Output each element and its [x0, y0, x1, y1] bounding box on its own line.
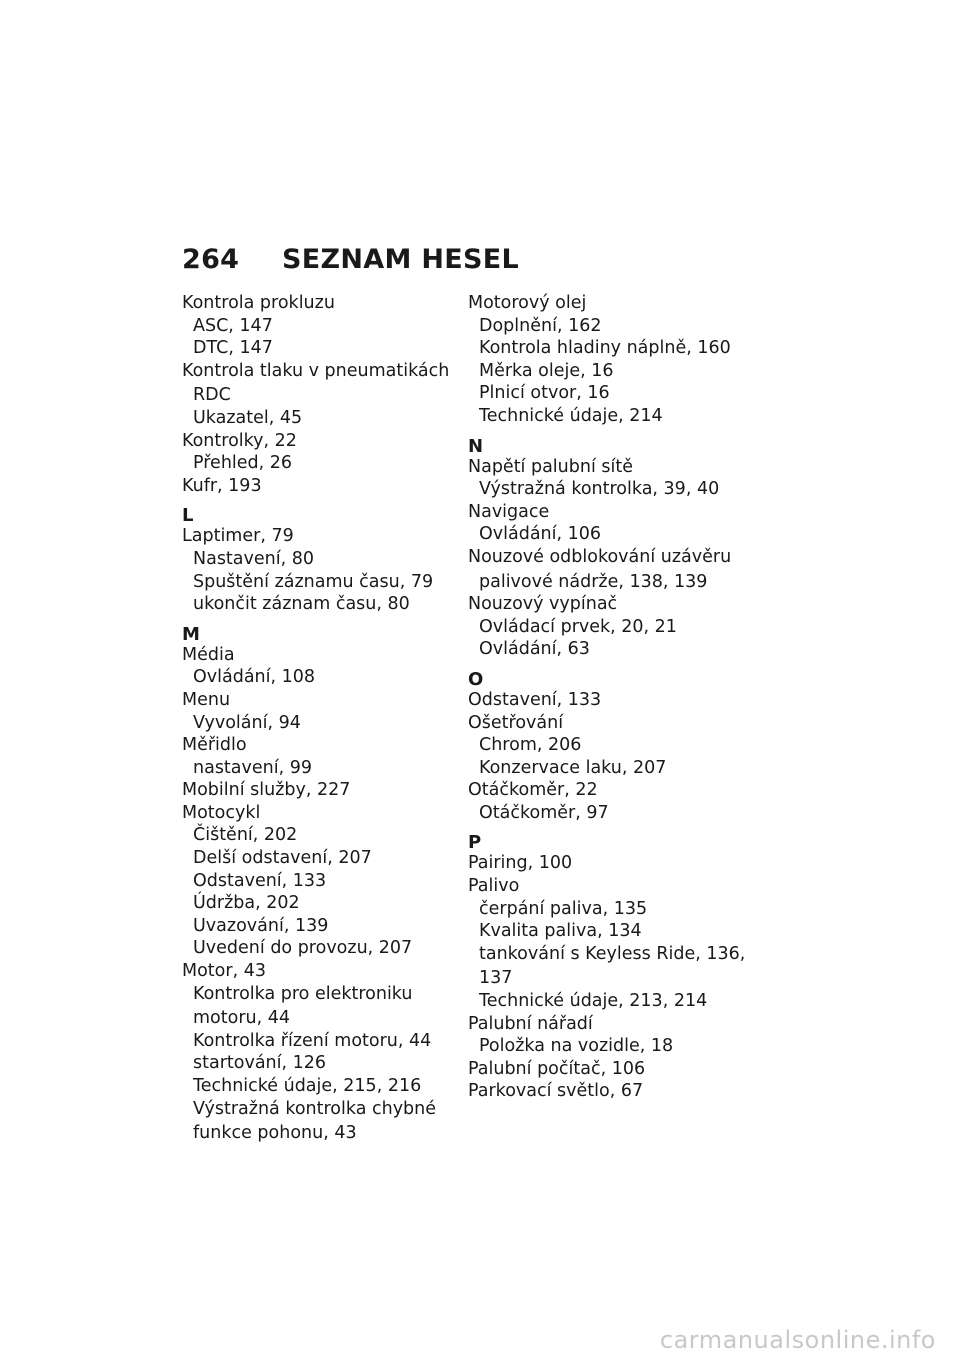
index-subentry: Ukazatel, 45: [193, 407, 303, 428]
index-subentry: Ovládací prvek, 20, 21: [479, 616, 677, 637]
index-entry: Menu: [182, 689, 231, 710]
index-subentry: Údržba, 202: [193, 893, 300, 914]
page-title: SEZNAM HESEL: [282, 244, 519, 275]
index-subentry: Kontrola hladiny náplně, 160: [479, 338, 731, 359]
index-entry: Motocykl: [182, 802, 261, 823]
index-entry: Otáčkoměr, 22: [468, 780, 598, 801]
page-number: 264: [182, 244, 240, 275]
index-entry: Ošetřování: [468, 712, 564, 733]
index-column-left: [182, 293, 472, 1144]
index-subentry: Vyvolání, 94: [193, 712, 301, 733]
index-entry: Pairing, 100: [468, 853, 573, 874]
index-subentry: Doplnění, 162: [479, 315, 602, 336]
index-subentry: čerpání paliva, 135: [479, 898, 648, 919]
index-subentry: Uvedení do provozu, 207: [193, 938, 413, 959]
index-entry: Parkovací světlo, 67: [468, 1081, 644, 1102]
index-column-right: [468, 293, 758, 1102]
index-subentry: DTC, 147: [193, 338, 273, 359]
index-entry: Kontrola prokluzu: [182, 293, 335, 313]
index-subentry: Delší odstavení, 207: [193, 848, 372, 869]
index-entry-continuation: RDC: [193, 385, 231, 406]
index-subentry: Kvalita paliva, 134: [479, 921, 642, 942]
index-section-letter: L: [182, 505, 194, 527]
index-entry: Mobilní služby, 227: [182, 780, 351, 801]
index-entry: Kontrola tlaku v pneumatikách: [182, 360, 450, 381]
index-subentry: Uvazování, 139: [193, 915, 329, 936]
index-subentry: startování, 126: [193, 1053, 327, 1074]
page-header: [182, 244, 519, 275]
index-subentry: Kontrolka řízení motoru, 44: [193, 1030, 432, 1051]
index-subentry: Ovládání, 108: [193, 667, 316, 688]
index-subentry: Čištění, 202: [193, 825, 298, 846]
index-entry: Navigace: [468, 501, 550, 522]
index-entry-continuation: palivové nádrže, 138, 139: [479, 571, 708, 592]
index-subentry: Přehled, 26: [193, 453, 293, 474]
index-entry: Média: [182, 644, 235, 665]
index-subentry: Otáčkoměr, 97: [479, 802, 609, 823]
index-section-letter: N: [468, 435, 484, 457]
index-entry-continuation: motoru, 44: [193, 1008, 291, 1029]
index-subentry: Ovládání, 63: [479, 639, 590, 660]
index-section-letter: P: [468, 832, 482, 854]
index-subentry: Výstražná kontrolka, 39, 40: [479, 479, 720, 500]
index-entry: Motorový olej: [468, 293, 587, 313]
index-entry: Kufr, 193: [182, 475, 262, 496]
index-subentry: Spuštění záznamu času, 79: [193, 571, 434, 592]
index-entry: Nouzový vypínač: [468, 594, 618, 615]
index-subentry: nastavení, 99: [193, 757, 312, 778]
index-subentry: ASC, 147: [193, 315, 273, 336]
index-subentry: Konzervace laku, 207: [479, 757, 667, 778]
index-entry: Palivo: [468, 876, 520, 897]
watermark: carmanualsonline.info: [659, 1326, 936, 1354]
index-subentry: tankování s Keyless Ride, 136,: [479, 943, 746, 964]
index-subentry: Odstavení, 133: [193, 870, 327, 891]
index-subentry: Technické údaje, 214: [479, 405, 663, 426]
index-section-letter: M: [182, 623, 200, 645]
index-subentry: ukončit záznam času, 80: [193, 594, 410, 615]
index-entry-continuation: 137: [479, 968, 513, 989]
index-entry: Laptimer, 79: [182, 526, 294, 547]
index-subentry: Výstražná kontrolka chybné: [193, 1098, 437, 1119]
index-entry: Motor, 43: [182, 961, 266, 982]
index-entry: Měřidlo: [182, 735, 247, 756]
index-subentry: Chrom, 206: [479, 735, 582, 756]
index-subentry: Technické údaje, 213, 214: [479, 991, 708, 1012]
index-section-letter: O: [468, 668, 484, 690]
index-subentry: Kontrolka pro elektroniku: [193, 983, 413, 1004]
index-entry: Palubní nářadí: [468, 1013, 593, 1034]
index-subentry: Plnicí otvor, 16: [479, 383, 610, 404]
index-entry: Nouzové odblokování uzávěru: [468, 546, 732, 567]
index-subentry: Položka na vozidle, 18: [479, 1036, 674, 1057]
index-subentry: Ovládání, 106: [479, 524, 602, 545]
index-entry: Palubní počítač, 106: [468, 1058, 646, 1079]
index-subentry: Měrka oleje, 16: [479, 360, 614, 381]
index-entry: Napětí palubní sítě: [468, 456, 633, 477]
index-entry: Odstavení, 133: [468, 689, 602, 710]
index-subentry: Technické údaje, 215, 216: [193, 1076, 422, 1096]
index-entry: Kontrolky, 22: [182, 430, 297, 451]
index-entry-continuation: funkce pohonu, 43: [193, 1123, 357, 1144]
index-subentry: Nastavení, 80: [193, 548, 314, 569]
